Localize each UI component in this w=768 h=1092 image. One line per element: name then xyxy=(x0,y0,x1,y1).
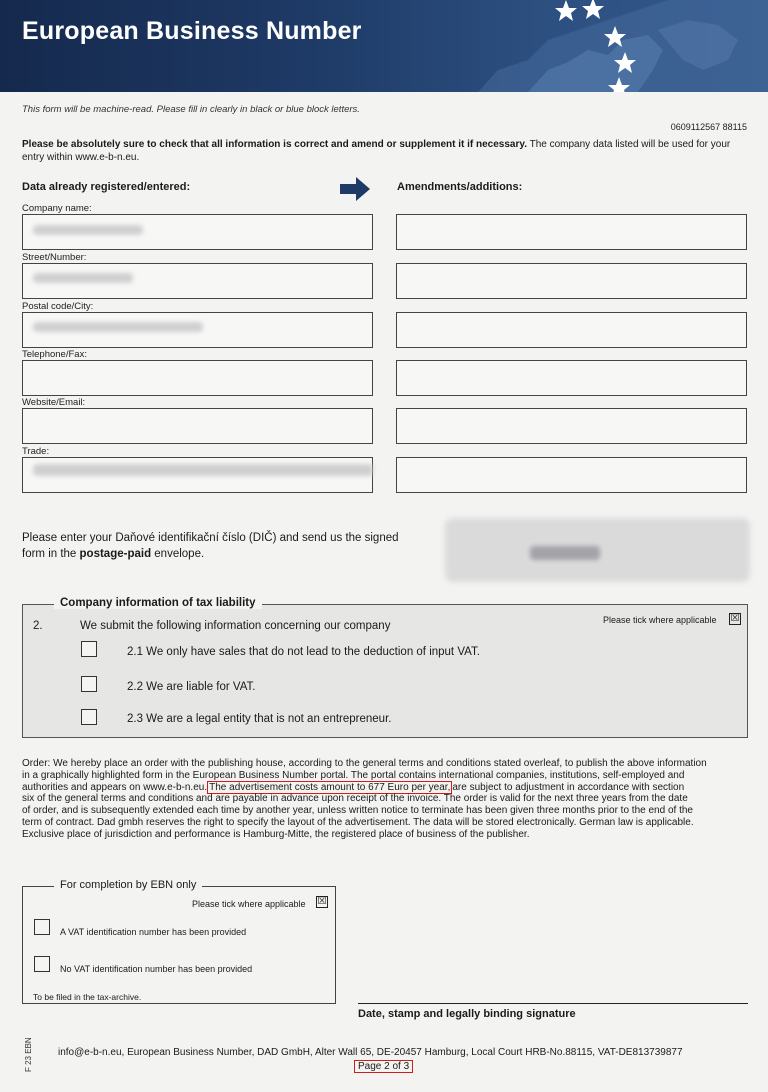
option-2-1-checkbox[interactable] xyxy=(81,641,97,657)
postal-code-city-label: Postal code/City: xyxy=(22,301,94,312)
telephone-fax-label: Telephone/Fax: xyxy=(22,349,87,360)
machine-read-instruction: This form will be machine-read. Please fill in clearly in black or blue block letters. xyxy=(22,104,360,115)
vat-not-provided-checkbox[interactable] xyxy=(34,956,50,972)
reference-number: 0609112567 88115 xyxy=(670,122,747,132)
tax-section-intro: We submit the following information concerning our company xyxy=(80,620,391,632)
tax-section-title: Company information of tax liability xyxy=(54,597,262,609)
postal-code-city-registered xyxy=(22,312,373,348)
order-terms xyxy=(22,758,750,841)
check-notice-text: The company data listed will be used for your entry within www.e-b-n.eu. xyxy=(22,139,731,163)
trade-amendment[interactable] xyxy=(396,457,747,493)
order-line-post: are subject to adjustment in accordance with section xyxy=(452,781,685,793)
trade-label: Trade: xyxy=(22,446,50,457)
redacted-text xyxy=(33,464,373,476)
ebn-box-title: For completion by EBN only xyxy=(54,879,202,891)
company-name-registered xyxy=(22,214,373,250)
tax-id-prompt-bold: postage-paid xyxy=(79,548,152,560)
order-line: Order: We hereby place an order with the publishing house, according to the general terms and conditions stated overleaf, to publish the above information xyxy=(22,758,707,769)
order-line: of order, and is subsequently extended each time by another year, unless written notice to terminate has been given three months prior to the end of the xyxy=(22,805,693,817)
option-2-3-label: 2.3 We are a legal entity that is not an entrepreneur. xyxy=(127,713,392,725)
website-email-label: Website/Email: xyxy=(22,397,86,408)
tax-id-prompt xyxy=(22,530,399,562)
order-line xyxy=(22,782,750,794)
tax-section-number: 2. xyxy=(33,620,43,632)
tax-id-prompt-pre: form in the xyxy=(22,548,80,560)
tax-tick-hint: Please tick where applicable xyxy=(603,615,717,625)
signature-line[interactable] xyxy=(358,1003,748,1004)
order-line: Exclusive place of jurisdiction and performance is Hamburg-Mitte, the registered place of business of the publisher. xyxy=(22,828,530,840)
tax-id-prompt-line2 xyxy=(22,546,399,562)
footer-contact: info@e-b-n.eu, European Business Number, DAD GmbH, Alter Wall 65, DE-20457 Hamburg, Local Court HRB-No.88115, VAT-DE813739877 xyxy=(58,1047,683,1058)
page-number: Page 2 of 3 xyxy=(354,1060,413,1073)
telephone-fax-registered xyxy=(22,360,373,396)
check-notice xyxy=(22,139,750,164)
website-email-amendment[interactable] xyxy=(396,408,747,444)
order-line: in a graphically highlighted form in the European Business Number portal. The portal contains international companies, institutions, self-employed and xyxy=(22,769,685,781)
price-highlight: The advertisement costs amount to 677 Euro per year, xyxy=(209,781,451,793)
page-title: European Business Number xyxy=(22,17,362,45)
trade-registered xyxy=(22,457,373,493)
signature-label: Date, stamp and legally binding signature xyxy=(358,1008,576,1020)
tax-id-prompt-post: envelope. xyxy=(151,548,205,560)
order-line: term of contract. Dad gmbh reserves the right to specify the layout of the advertisement. The data will be stored electronically. German law is applicable. xyxy=(22,816,694,828)
option-2-2-label: 2.2 We are liable for VAT. xyxy=(127,681,256,693)
redacted-text xyxy=(33,225,143,235)
europe-map-graphic xyxy=(438,0,768,92)
tax-archive-note: To be filed in the tax-archive. xyxy=(33,992,142,1002)
tick-example-icon: ☒ xyxy=(730,613,740,624)
vat-provided-label: A VAT identification number has been provided xyxy=(60,927,247,937)
redacted-text xyxy=(530,546,600,560)
redacted-text xyxy=(33,273,133,283)
vat-not-provided-label: No VAT identification number has been provided xyxy=(60,964,253,974)
tax-id-prompt-line1: Please enter your Daňové identifikační číslo (DIČ) and send us the signed xyxy=(22,532,399,544)
company-name-label: Company name: xyxy=(22,203,92,214)
vat-provided-checkbox[interactable] xyxy=(34,919,50,935)
check-notice-bold: Please be absolutely sure to check that all information is correct and amend or supplement it if necessary. xyxy=(22,139,527,150)
telephone-fax-amendment[interactable] xyxy=(396,360,747,396)
form-code: F 23 EBN xyxy=(24,1037,33,1072)
website-email-registered xyxy=(22,408,373,444)
arrow-right-icon xyxy=(338,176,372,202)
order-line: six of the general terms and conditions and are payable in advance upon receipt of the invoice. The order is valid for the next three years from the date xyxy=(22,793,688,805)
ebn-tick-hint: Please tick where applicable xyxy=(192,899,306,909)
company-name-amendment[interactable] xyxy=(396,214,747,250)
order-line-pre: authorities and appears on www.e-b-n.eu. xyxy=(22,781,208,793)
header-banner xyxy=(0,0,768,92)
street-number-registered xyxy=(22,263,373,299)
street-number-amendment[interactable] xyxy=(396,263,747,299)
option-2-3-checkbox[interactable] xyxy=(81,709,97,725)
tick-example-icon: ☒ xyxy=(317,896,327,907)
left-column-heading: Data already registered/entered: xyxy=(22,181,191,193)
redacted-text xyxy=(33,322,203,332)
right-column-heading: Amendments/additions: xyxy=(397,181,523,193)
postal-code-city-amendment[interactable] xyxy=(396,312,747,348)
option-2-2-checkbox[interactable] xyxy=(81,676,97,692)
street-number-label: Street/Number: xyxy=(22,252,87,263)
option-2-1-label: 2.1 We only have sales that do not lead to the deduction of input VAT. xyxy=(127,646,480,658)
